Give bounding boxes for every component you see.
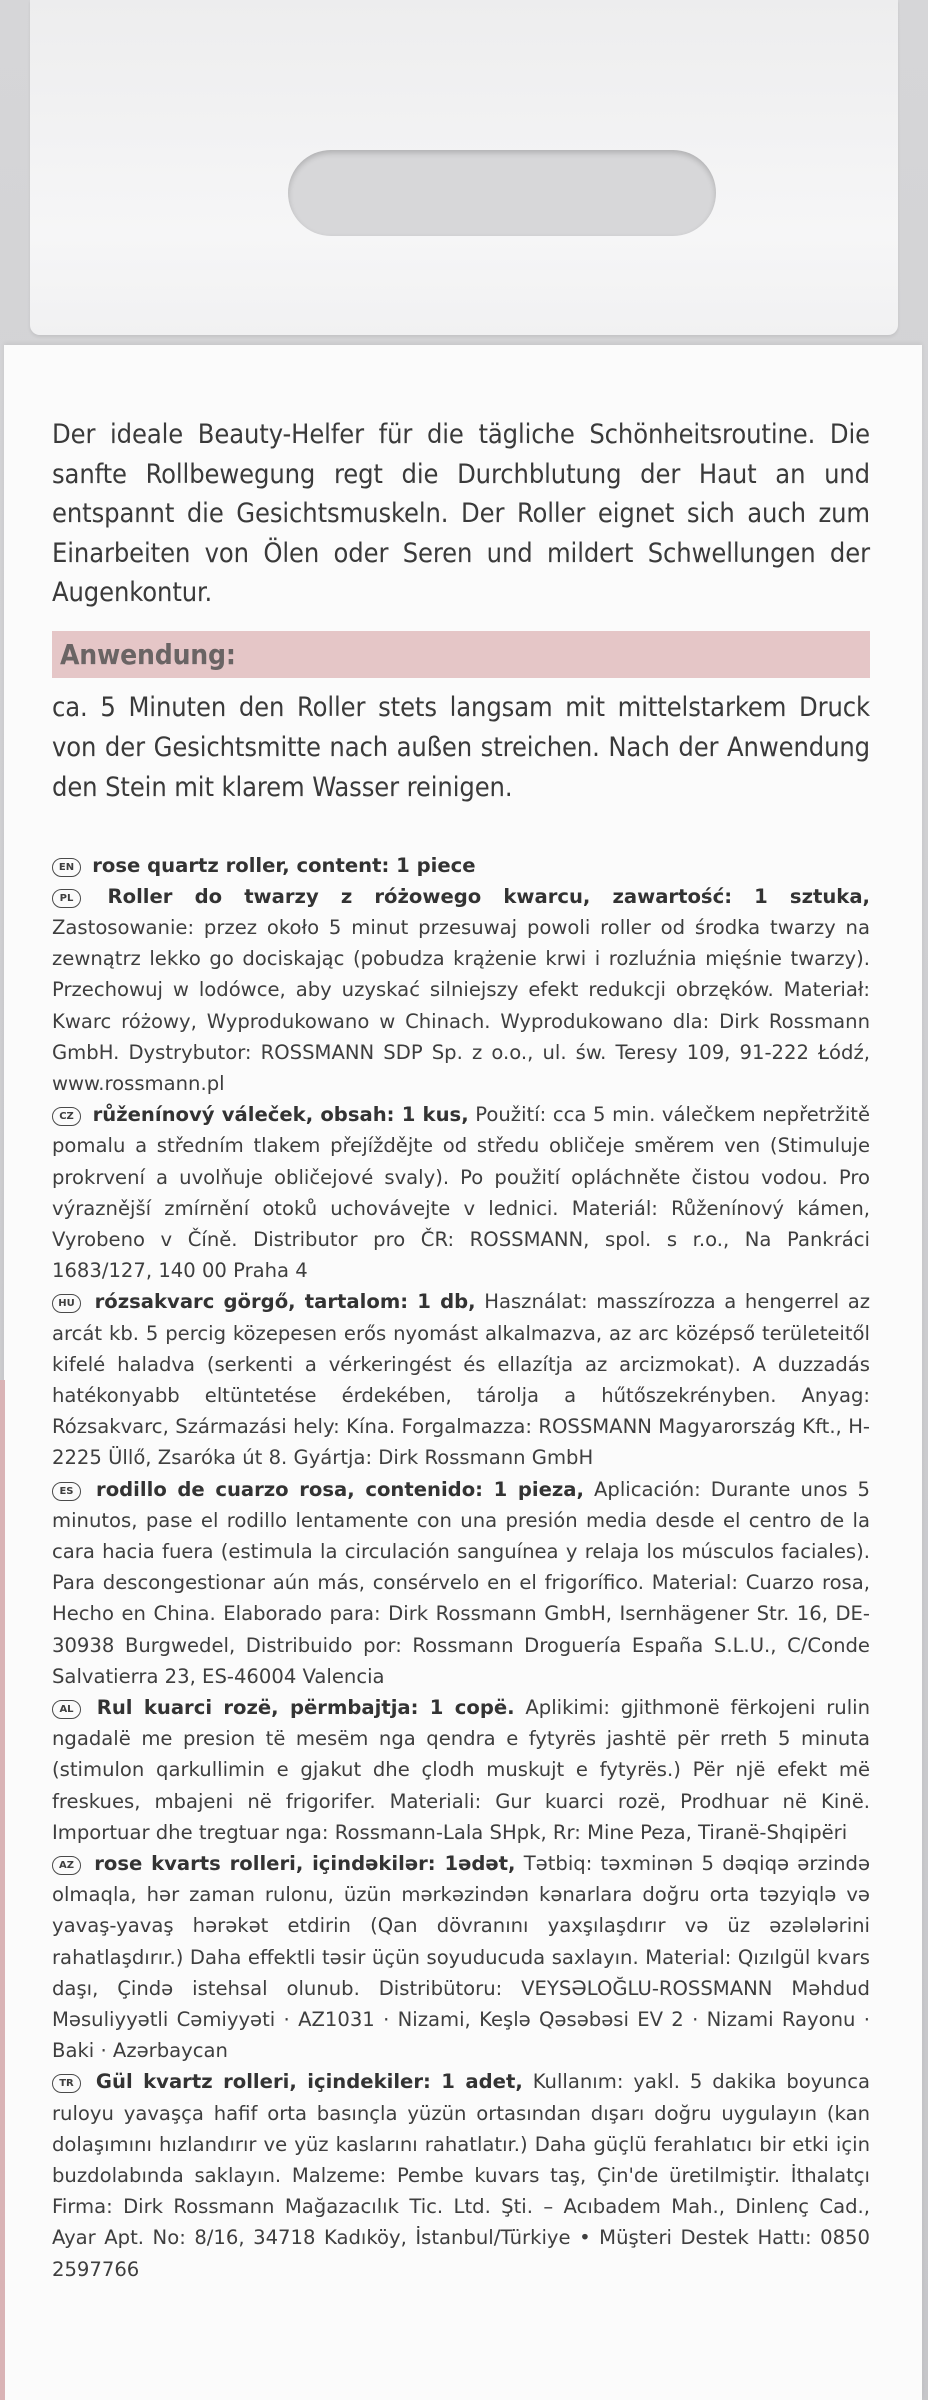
usage-section-header [52, 631, 870, 678]
language-code-badge: TR [52, 2074, 81, 2093]
lang-text: Zastosowanie: przez około 5 minut przesuwaj powoli roller od środka twarzy na zewnątrz lekko go dociskając (pobudza krążenie krwi i rozluźnia mięśnie twarzy). Przechowuj w lodówce, aby uzyskać silniejszy efekt redukcji obrzęków. Materiał: Kwarc różowy, Wyprodukowano w Chinach. Wyprodukowano dla: Dirk Rossmann GmbH. Dystrybutor: ROSSMANN SDP Sp. z o.o., ul. św. Teresy 109, 91-222 Łódź, www.rossmann.pl [52, 915, 870, 1095]
language-code-badge: AZ [52, 1856, 81, 1875]
language-code-badge: CZ [52, 1107, 81, 1126]
multilingual-info [52, 850, 870, 2285]
lang-block-en [52, 850, 870, 881]
usage-instructions: ca. 5 Minuten den Roller stets langsam mit mittelstarkem Druck von der Gesichtsmitte nach außen streichen. Nach der Anwendung den Stein mit klarem Wasser reinigen. [52, 691, 870, 803]
lang-text: Tətbiq: təxminən 5 dəqiqə ərzində olmaqla, hər zaman rulonu, üzün mərkəzindən kənarlara doğru orta təzyiqlə və yavaş-yavaş hərəkət etdirin (Qan dövranını yaxşılaşdırır və üz əzələlərini rahatlaşdırır.) Daha effektli təsir üçün soyuducuda saxlayın. Material: Qızılgül kvars daşı, Çində istehsal olunub. Distribütoru: VEYSƏLOĞLU-ROSSMANN Məhdud Məsuliyyətli Cəmiyyəti · AZ1031 · Nizami, Keşlə Qəsəbəsi EV 2 · Nizami Rayonu · Baki · Azərbaycan [52, 1852, 871, 2063]
lang-text: Kullanım: yakl. 5 dakika boyunca ruloyu yavaşça hafif orta basınçla yüzün ortasından dışarı doğru uygulayın (kan dolaşımını hızlandırır ve yüz kaslarını rahatlatır.) Daha güçlü ferahlatıcı bir etki için buzdolabında saklayın. Malzeme: Pembe kuvars taş, Çin'de üretilmiştir. İthalatçı Firma: Dirk Rossmann Mağazacılık Tic. Ltd. Şti. – Acıbadem Mah., Dinlenç Cad., Ayar Apt. No: 8/16, 34718 Kadıköy, İstanbul/Türkiye • Müşteri Destek Hattı: 0850 2597766 [52, 2070, 870, 2281]
lang-title: rodillo de cuarzo rosa, contenido: 1 pieza, [96, 1477, 584, 1501]
language-code-badge: ES [52, 1482, 81, 1501]
lang-title: rose kvarts rolleri, içindəkilər: 1ədət, [94, 1852, 516, 1875]
intro-description: Der ideale Beauty-Helfer für die tägliche Schönheitsroutine. Die sanfte Rollbewegung regt die Durchblutung der Haut an und entspannt die Gesichtsmuskeln. Der Roller eignet sich auch zum Einarbeiten von Ölen oder Seren und mildert Schwellungen der Augenkontur. [52, 419, 870, 608]
hanger-flap [30, 0, 898, 335]
language-code-badge: AL [52, 1700, 81, 1719]
lang-text: Használat: masszírozza a hengerrel az arcát kb. 5 percig közepesen erős nyomást alkalmazva, az arc középső területeitől kifelé haladva (serkenti a vérkeringést és ellazítja az arcizmokat). A duzzadás hatékonyabb eltüntetése érdekében, tárolja a hűtőszekrényben. Anyag: Rózsakvarc, Származási hely: Kína. Forgalmazza: ROSSMANN Magyarország Kft., H-2225 Üllő, Zsaróka út 8. Gyártja: Dirk Rossmann GmbH [52, 1290, 870, 1470]
lang-title: růženínový váleček, obsah: 1 kus, [92, 1103, 469, 1127]
lang-block-al [52, 1692, 870, 1848]
lang-text: Použití: cca 5 min. válečkem nepřetržitě pomalu a středním tlakem přejíždějte od středu obličeje směrem ven (Stimuluje prokrvení a uvolňuje obličejové svaly). Po použití opláchněte čistou vodou. Pro výraznější zmírnění otoků uchovávejte v lednici. Materiál: Růženínový kámen, Vyrobeno v Číně. Distributor pro ČR: ROSSMANN, spol. s r.o., Na Pankráci 1683/127, 140 00 Praha 4 [52, 1103, 871, 1283]
lang-title: Gül kvartz rolleri, içindekiler: 1 adet, [95, 2070, 523, 2094]
lang-block-hu [52, 1286, 870, 1473]
language-code-badge: EN [52, 858, 81, 877]
package-text-content [52, 415, 870, 2285]
lang-title: Rul kuarci rozë, përmbajtja: 1 copë. [96, 1695, 515, 1719]
lang-title: rózsakvarc görgő, tartalom: 1 db, [94, 1290, 476, 1314]
lang-title: Roller do twarzy z różowego kwarcu, zawartość: 1 sztuka, [107, 884, 870, 908]
lang-block-tr [52, 2066, 870, 2284]
lang-title: rose quartz roller, content: 1 piece [92, 853, 476, 877]
lang-block-az [52, 1848, 870, 2066]
language-code-badge: HU [52, 1294, 81, 1313]
lang-text: Aplicación: Durante unos 5 minutos, pase el rodillo lentamente con una presión media desde el centro de la cara hacia fuera (estimula la circulación sanguínea y relaja los músculos faciales). Para descongestionar aún más, consérvelo en el frigorífico. Material: Cuarzo rosa, Hecho en China. Elaborado para: Dirk Rossmann GmbH, Isernhägener Str. 16, DE-30938 Burgwedel, Distribuido por: Rossmann Droguería España S.L.U., C/Conde Salvatierra 23, ES-46004 Valencia [52, 1477, 871, 1688]
usage-title: Anwendung: [60, 637, 236, 671]
lang-text: Aplikimi: gjithmonë fërkojeni rulin ngadalë me presion të mesëm nga qendra e fytyrës jashtë për rreth 5 minuta (stimulon qarkullimin e gjakut dhe çlodh muskujt e fytyrës.) Për një efekt më freskues, mbajeni në frigorifer. Materiali: Gur kuarci rozë, Prodhuar në Kinë. Importuar dhe tregtuar nga: Rossmann-Lala SHpk, Rr: Mine Peza, Tiranë-Shqipëri [52, 1695, 870, 1844]
lang-block-cz [52, 1099, 870, 1286]
language-code-badge: PL [52, 889, 81, 908]
lang-block-pl [52, 881, 870, 1099]
hang-hole [288, 150, 716, 236]
lang-block-es [52, 1474, 870, 1692]
pink-edge-strip [0, 1380, 5, 2400]
